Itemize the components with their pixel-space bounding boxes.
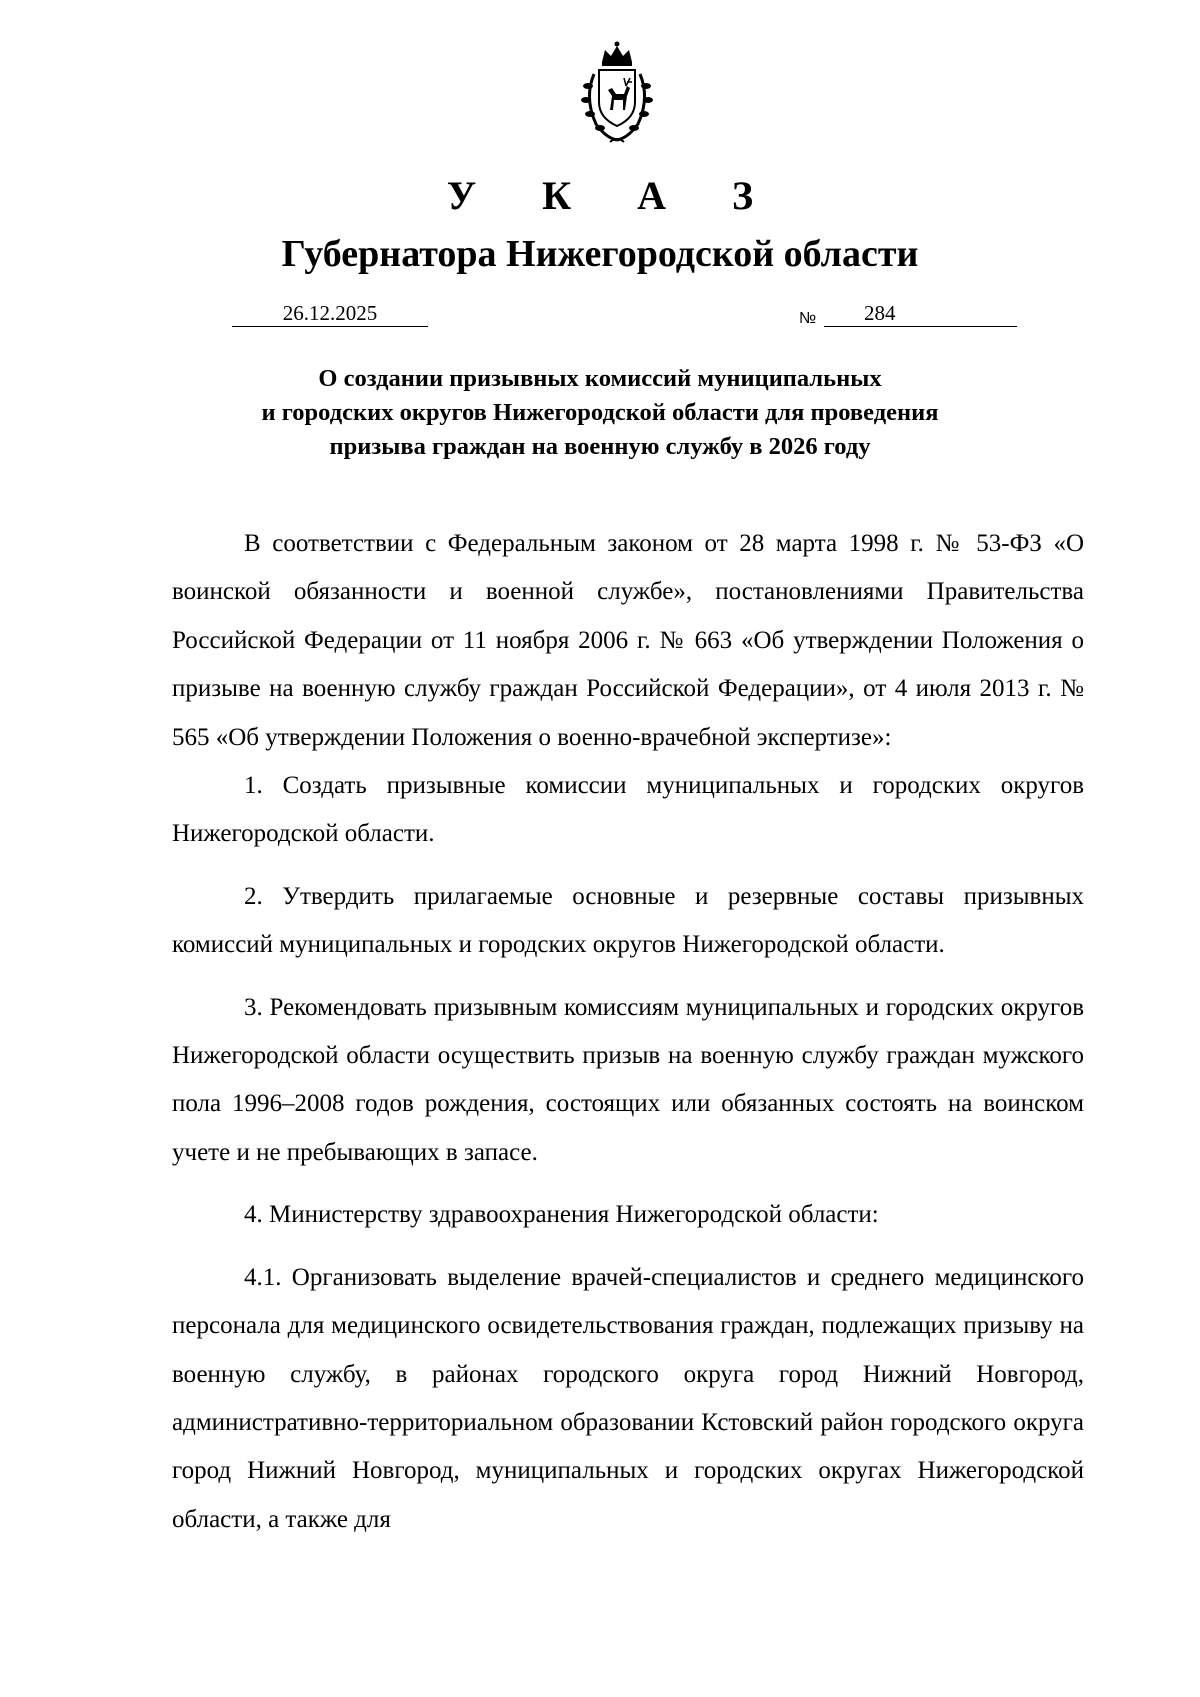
clause-1-paragraph: 1. Создать призывные комиссии муниципальных и городских округов Нижегородской области.: [172, 772, 1084, 848]
clause-3-paragraph: 3. Рекомендовать призывным комиссиям муниципальных и городских округов Нижегородской области осуществить призыв на военную службу граждан мужского пола 1996–2008 годов рождения, состоящих или обязанных состоять на воинском учете и не пребывающих в запасе.: [172, 993, 1084, 1166]
document-body: [172, 520, 1084, 1544]
clause-4-1-paragraph: 4.1. Организовать выделение врачей-специалистов и среднего медицинского персонала для медицинского освидетельствования граждан, подлежащих призыву на военную службу, в районах городского округа город Нижний Новгород, административно-территориальном образовании Кстовский район городского округа город Нижний Новгород, муниципальных и городских округах Нижегородской области, а также для: [172, 1263, 1084, 1533]
document-date: 26.12.2025: [232, 300, 428, 327]
document-issuer: Губернатора Нижегородской области: [281, 233, 919, 275]
document-type-title: У К А З: [446, 173, 782, 218]
subject-line: О создании призывных комиссий муниципальных: [318, 365, 882, 392]
document-number: 284: [864, 301, 896, 325]
subject-line: и городских округов Нижегородской области для проведения: [261, 399, 939, 426]
document-number-field: [824, 300, 1017, 327]
number-sign: №: [799, 310, 817, 327]
coat-of-arms-icon: [572, 40, 662, 148]
clause-4-paragraph: 4. Министерству здравоохранения Нижегородской области:: [244, 1201, 879, 1229]
clause-2-paragraph: 2. Утвердить прилагаемые основные и резервные составы призывных комиссий муниципальных и городских округов Нижегородской области.: [172, 882, 1084, 959]
preamble-paragraph: В соответствии с Федеральным законом от 28 марта 1998 г. № 53-ФЗ «О воинской обязанности и военной службе», постановлениями Правительства Российской Федерации от 11 ноября 2006 г. № 663 «Об утверждении Положения о призыве на военную службу граждан Российской Федерации», от 4 июля 2013 г. № 565 «Об утверждении Положения о военно-врачебной экспертизе»:: [172, 530, 1084, 751]
document-subject: [0, 362, 1200, 464]
subject-line: призыва граждан на военную службу в 2026 году: [329, 433, 871, 460]
